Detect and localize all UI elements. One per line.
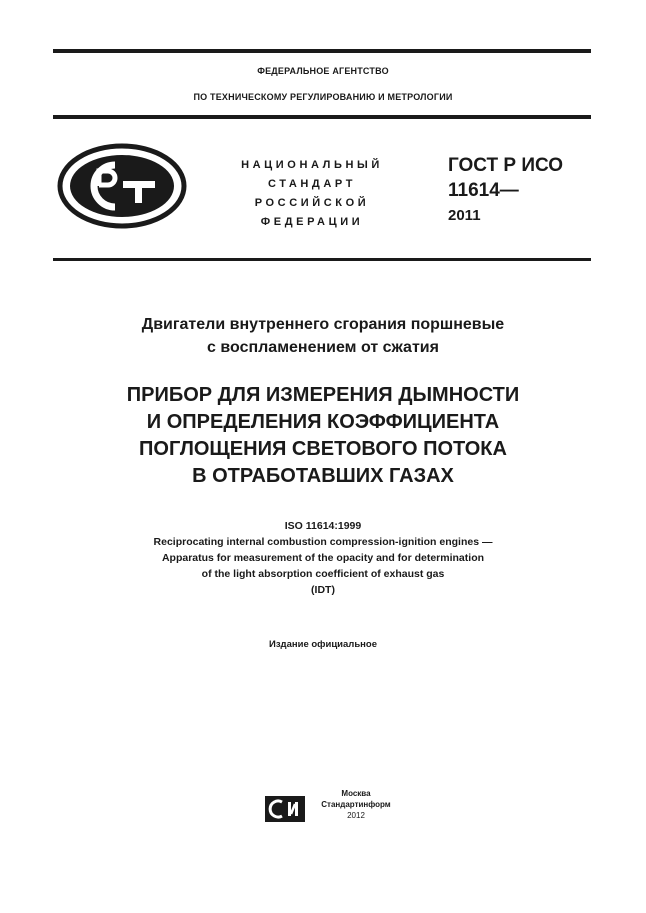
designation-line-2: 11614— <box>448 180 519 201</box>
publisher-year: 2012 <box>347 811 365 820</box>
publisher-name: Стандартинформ <box>321 800 391 809</box>
iso-reference-block <box>0 518 646 598</box>
designation-line-1: ГОСТ Р ИСО <box>448 155 564 176</box>
document-title <box>0 382 646 490</box>
standard-designation <box>448 153 563 228</box>
national-line: РОССИЙСКОЙ <box>254 197 370 209</box>
designation-year: 2011 <box>448 207 481 224</box>
header-rule <box>53 115 591 119</box>
title-line: ПОГЛОЩЕНИЯ СВЕТОВОГО ПОТОКА <box>139 438 507 460</box>
iso-title-line: Apparatus for measurement of the opacity and for determination <box>161 552 485 564</box>
agency-line-1: ФЕДЕРАЛЬНОЕ АГЕНТСТВО <box>257 66 389 76</box>
national-line: ФЕДЕРАЦИИ <box>260 216 364 228</box>
edition-label: Издание официальное <box>269 639 377 650</box>
national-standard-label <box>222 156 402 232</box>
subtitle-line: Двигатели внутреннего сгорания поршневые <box>141 316 505 333</box>
title-line: И ОПРЕДЕЛЕНИЯ КОЭФФИЦИЕНТА <box>146 411 500 433</box>
iso-ref: ISO 11614:1999 <box>284 520 362 532</box>
iso-idt: (IDT) <box>311 584 335 596</box>
publisher-block <box>312 788 400 821</box>
agency-line-2: ПО ТЕХНИЧЕСКОМУ РЕГУЛИРОВАНИЮ И МЕТРОЛОГИИ <box>193 92 453 102</box>
standartinform-logo-icon <box>265 796 305 822</box>
top-rule <box>53 49 591 53</box>
rst-certification-mark-icon <box>57 143 187 229</box>
designation-rule <box>53 258 591 261</box>
iso-title-line: of the light absorption coefficient of exhaust gas <box>201 568 445 580</box>
iso-title-line: Reciprocating internal combustion compression-ignition engines — <box>153 536 493 548</box>
national-line: НАЦИОНАЛЬНЫЙ <box>241 159 383 171</box>
subtitle-line: с воспламенением от сжатия <box>207 339 439 356</box>
title-line: ПРИБОР ДЛЯ ИЗМЕРЕНИЯ ДЫМНОСТИ <box>126 384 520 406</box>
document-subtitle <box>0 313 646 359</box>
publisher-city: Москва <box>341 789 371 798</box>
national-line: СТАНДАРТ <box>267 178 357 190</box>
title-line: В ОТРАБОТАВШИХ ГАЗАХ <box>192 465 454 487</box>
